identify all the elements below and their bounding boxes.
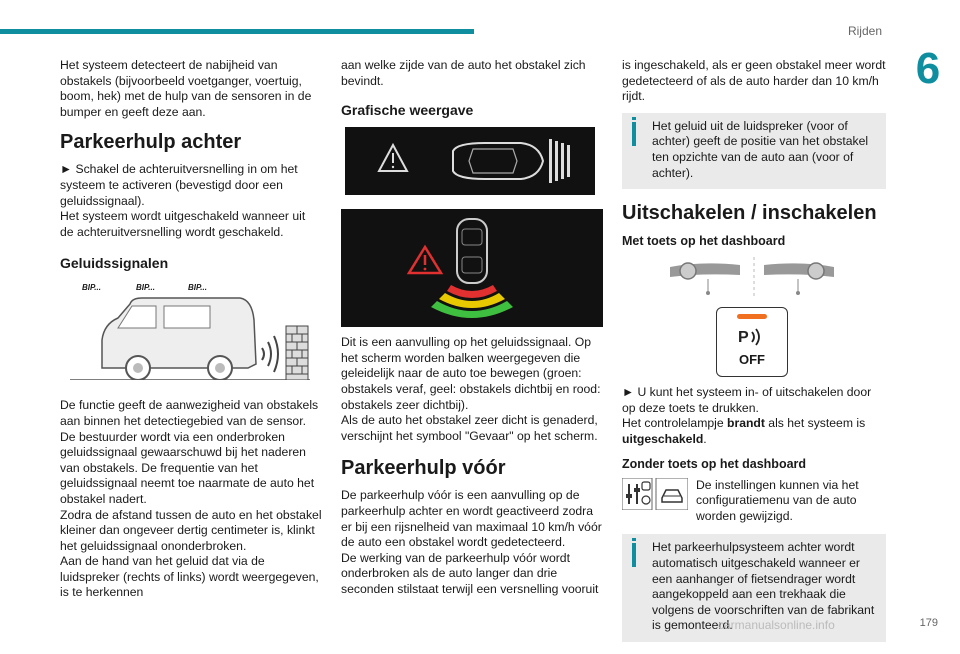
dashboard-paragraph-2: [622, 416, 886, 447]
sound-paragraph-1: De functie geeft de aanwezigheid van obstakels aan binnen het detectiegebied van de sensor.: [60, 398, 319, 428]
text-fragment: Het controlelampje: [622, 416, 727, 431]
front-paragraph-2: De werking van de parkeerhulp vóór wordt onderbroken als de auto langer dan drie seconden stilstaat terwijl een versnelling vooruit: [341, 550, 599, 596]
parking-screen-top-view: [341, 209, 603, 327]
front-paragraph-1: De parkeerhulp vóór is een aanvulling op de parkeerhulp achter en wordt geactiveerd zodra er bij een rijsnelheid van maximaal 10 km/h vóór de auto een obstakel wordt gedetecteerd.: [341, 488, 602, 550]
heading-rear-parking: Parkeerhulp achter: [60, 131, 242, 154]
sound-paragraph-3: Zodra de afstand tussen de auto en het obstakel kleiner dan ongeveer dertig centimeter is, klinkt het geluidssignaal ononderbroken.: [60, 507, 322, 553]
watermark: carmanualsonline.info: [718, 618, 835, 632]
off-label: OFF: [739, 352, 765, 368]
sound-paragraph-4: Aan de hand van het geluid dat via de luidspreker (rechts of links) wordt weergegeven, is te herkennen: [60, 554, 319, 600]
parking-sensor-off-button: [716, 307, 788, 377]
info-icon: [632, 122, 636, 146]
column-2: [341, 58, 603, 606]
bip-label: BIP...: [82, 283, 101, 293]
svg-text:P: P: [738, 329, 749, 347]
config-menu-text: De instellingen kunnen via het configuratiemenu van de auto worden gewijzigd.: [696, 477, 859, 523]
car-reversing-icon: [60, 280, 322, 380]
indicator-lamp: [737, 314, 767, 319]
heading-front-parking: Parkeerhulp vóór: [341, 457, 506, 480]
col3-continuation: is ingeschakeld, als er geen obstakel meer wordt gedetecteerd of als de auto harder dan 10 km/h rijdt.: [622, 58, 886, 104]
heading-sound-signals: Geluidssignalen: [60, 255, 169, 272]
header-accent-bar: [0, 29, 474, 34]
sound-paragraph-2: De bestuurder wordt via een onderbroken geluidssignaal gewaarschuwd bij het naderen van obstakels. De frequentie van het geluidssignaal neemt toe naarmate de auto het obstakel nadert.: [60, 429, 315, 506]
heading-graphic-display: Grafische weergave: [341, 102, 474, 119]
bip-label: BIP...: [136, 283, 155, 293]
bold-fragment: brandt: [727, 416, 765, 431]
chapter-number: 6: [915, 44, 941, 93]
note-text: Het parkeerhulpsysteem achter wordt automatisch uitgeschakeld wanneer er een aanhanger of fietsendrager wordt aangekoppeld aan een trekhaak die volgens de voorschriften van de fabrikant is gemonteerd.: [652, 540, 875, 633]
bold-fragment: uitgeschakeld: [622, 431, 704, 446]
heading-disable-enable: Uitschakelen / inschakelen: [622, 202, 877, 225]
col2-continuation: aan welke zijde van de auto het obstakel zich bevindt.: [341, 58, 586, 88]
bip-label: BIP...: [188, 283, 207, 293]
dashboard-paragraph-1: ► U kunt het systeem in- of uitschakelen door op deze toets te drukken.: [622, 385, 872, 415]
column-3: [622, 58, 886, 654]
graphic-paragraph-2: Als de auto het obstakel zeer dicht is genaderd, verschijnt het symbool "Gevaar" op het scherm.: [341, 413, 598, 443]
text-fragment: .: [703, 431, 707, 446]
parking-sensor-icon: [732, 324, 772, 350]
column-1: [60, 58, 322, 609]
intro-paragraph: Het systeem detecteert de nabijheid van obstakels (bijvoorbeeld voetganger, voertuig, boom, hek) met de hulp van de sensoren in de bumper en geeft deze aan.: [60, 58, 312, 119]
dashboard-location-icon: [622, 255, 886, 299]
heading-without-dashboard-button: Zonder toets op het dashboard: [622, 456, 807, 471]
reversing-car-illustration: [60, 280, 322, 380]
rear-paragraph-2: Het systeem wordt uitgeschakeld wanneer uit de achteruitversnelling wordt geschakeld.: [60, 209, 306, 239]
section-title: Rijden: [847, 24, 882, 38]
graphic-paragraph-1: Dit is een aanvulling op het geluidssignaal. Op het scherm worden balken weergegeven die geleidelijk naar de auto toe bewegen (groen: obstakels veraf, geel: obstakels dichtbij en rood: obstakels zeer dichtbij).: [341, 335, 601, 412]
heading-with-dashboard-button: Met toets op het dashboard: [622, 234, 786, 249]
settings-vehicle-icon: [622, 478, 688, 510]
rear-paragraph-1: ► Schakel de achteruitversnelling in om het systeem te activeren (bevestigd door een geluidssignaal).: [60, 162, 298, 208]
page-number: 179: [919, 617, 938, 629]
config-menu-block: [622, 478, 886, 525]
text-fragment: als het systeem is: [764, 416, 866, 431]
note-text: Het geluid uit de luidspreker (voor of achter) geeft de positie van het obstakel ten opzichte van de auto aan (voor of achter).: [652, 118, 869, 180]
info-icon: [632, 543, 636, 567]
info-note-speaker: [622, 113, 886, 189]
parking-screen-side-view: [345, 127, 595, 195]
